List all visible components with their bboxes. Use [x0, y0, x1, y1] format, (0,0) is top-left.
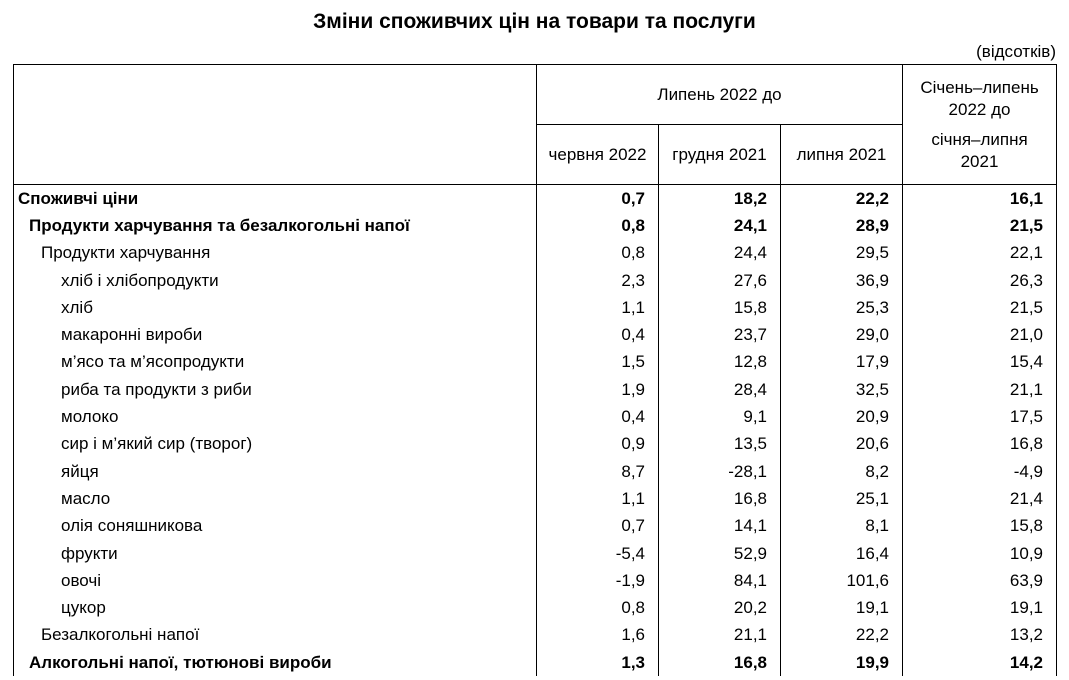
- table-header: [14, 65, 1057, 185]
- cell-june-2022: 0,9: [537, 431, 659, 458]
- cell-june-2022: 0,8: [537, 240, 659, 267]
- row-label: хліб: [14, 294, 537, 321]
- cell-dec-2021: 16,8: [659, 485, 781, 512]
- cell-jan-jul: 13,2: [903, 622, 1057, 649]
- cell-july-2021: 101,6: [781, 567, 903, 594]
- cell-june-2022: 1,6: [537, 622, 659, 649]
- header-blank-cell: [14, 65, 537, 185]
- cell-jan-jul: 21,1: [903, 376, 1057, 403]
- table-row: [14, 240, 1057, 267]
- price-change-table: [13, 64, 1057, 676]
- row-label: Споживчі ціни: [14, 185, 537, 213]
- cell-jan-jul: 19,1: [903, 594, 1057, 621]
- table-row: [14, 594, 1057, 621]
- cell-june-2022: -1,9: [537, 567, 659, 594]
- table-row: [14, 622, 1057, 649]
- row-label: молоко: [14, 403, 537, 430]
- cell-jan-jul: 21,4: [903, 485, 1057, 512]
- cell-dec-2021: 16,8: [659, 649, 781, 676]
- cell-jan-jul: 21,0: [903, 321, 1057, 348]
- cell-dec-2021: 9,1: [659, 403, 781, 430]
- row-label: олія соняшникова: [14, 513, 537, 540]
- cell-dec-2021: 84,1: [659, 567, 781, 594]
- table-row: [14, 321, 1057, 348]
- cell-june-2022: 2,3: [537, 267, 659, 294]
- table-row: [14, 649, 1057, 676]
- row-label: Алкогольні напої, тютюнові вироби: [14, 649, 537, 676]
- cell-july-2021: 19,1: [781, 594, 903, 621]
- header-jan-jul: [903, 65, 1057, 185]
- cell-dec-2021: 21,1: [659, 622, 781, 649]
- table-row: [14, 212, 1057, 239]
- row-label: риба та продукти з риби: [14, 376, 537, 403]
- cell-july-2021: 29,0: [781, 321, 903, 348]
- cell-june-2022: 0,8: [537, 594, 659, 621]
- cell-june-2022: 0,7: [537, 513, 659, 540]
- cell-july-2021: 16,4: [781, 540, 903, 567]
- row-label: Безалкогольні напої: [14, 622, 537, 649]
- cell-july-2021: 29,5: [781, 240, 903, 267]
- cell-jan-jul: 22,1: [903, 240, 1057, 267]
- cell-june-2022: 0,7: [537, 185, 659, 213]
- cell-june-2022: 1,5: [537, 349, 659, 376]
- table-row: [14, 540, 1057, 567]
- cell-july-2021: 8,1: [781, 513, 903, 540]
- table-row: [14, 185, 1057, 213]
- cell-jan-jul: 63,9: [903, 567, 1057, 594]
- row-label: макаронні вироби: [14, 321, 537, 348]
- header-group-july: Липень 2022 до: [537, 65, 903, 125]
- cell-jan-jul: 21,5: [903, 212, 1057, 239]
- row-label: яйця: [14, 458, 537, 485]
- cell-dec-2021: 14,1: [659, 513, 781, 540]
- cell-jan-jul: -4,9: [903, 458, 1057, 485]
- row-label: масло: [14, 485, 537, 512]
- header-jan-jul-line3: січня–липня: [931, 129, 1028, 149]
- cell-jan-jul: 26,3: [903, 267, 1057, 294]
- table-row: [14, 403, 1057, 430]
- cell-june-2022: -5,4: [537, 540, 659, 567]
- header-jan-jul-line4: 2021: [960, 151, 999, 171]
- header-june-2022: червня 2022: [537, 125, 659, 185]
- units-note: (відсотків): [976, 42, 1056, 61]
- row-label: сир і м’який сир (творог): [14, 431, 537, 458]
- row-label: цукор: [14, 594, 537, 621]
- cell-dec-2021: 27,6: [659, 267, 781, 294]
- cell-jan-jul: 15,4: [903, 349, 1057, 376]
- cell-june-2022: 1,9: [537, 376, 659, 403]
- row-label: хліб і хлібопродукти: [14, 267, 537, 294]
- cell-june-2022: 0,8: [537, 212, 659, 239]
- cell-dec-2021: 18,2: [659, 185, 781, 213]
- cell-dec-2021: -28,1: [659, 458, 781, 485]
- table-row: [14, 513, 1057, 540]
- cell-june-2022: 0,4: [537, 403, 659, 430]
- cell-jan-jul: 10,9: [903, 540, 1057, 567]
- cell-june-2022: 1,1: [537, 294, 659, 321]
- cell-july-2021: 20,9: [781, 403, 903, 430]
- header-jan-jul-line2: 2022 до: [948, 99, 1011, 119]
- cell-jan-jul: 17,5: [903, 403, 1057, 430]
- cell-dec-2021: 20,2: [659, 594, 781, 621]
- header-jan-jul-line1: Січень–липень: [920, 77, 1039, 97]
- cell-july-2021: 17,9: [781, 349, 903, 376]
- cell-july-2021: 25,1: [781, 485, 903, 512]
- row-label: фрукти: [14, 540, 537, 567]
- cell-july-2021: 32,5: [781, 376, 903, 403]
- cell-june-2022: 8,7: [537, 458, 659, 485]
- cell-july-2021: 25,3: [781, 294, 903, 321]
- cell-jan-jul: 15,8: [903, 513, 1057, 540]
- page-title: Зміни споживчих цін на товари та послуги: [313, 10, 756, 33]
- row-label: Продукти харчування та безалкогольні напої: [14, 212, 537, 239]
- header-july-2021: липня 2021: [781, 125, 903, 185]
- cell-july-2021: 36,9: [781, 267, 903, 294]
- cell-dec-2021: 24,1: [659, 212, 781, 239]
- cell-june-2022: 1,1: [537, 485, 659, 512]
- cell-dec-2021: 15,8: [659, 294, 781, 321]
- row-label: овочі: [14, 567, 537, 594]
- cell-dec-2021: 24,4: [659, 240, 781, 267]
- table-row: [14, 267, 1057, 294]
- table-row: [14, 431, 1057, 458]
- cell-dec-2021: 13,5: [659, 431, 781, 458]
- cell-jan-jul: 14,2: [903, 649, 1057, 676]
- cell-july-2021: 28,9: [781, 212, 903, 239]
- table-body: [14, 185, 1057, 677]
- cell-june-2022: 0,4: [537, 321, 659, 348]
- row-label: Продукти харчування: [14, 240, 537, 267]
- table-row: [14, 567, 1057, 594]
- cell-dec-2021: 23,7: [659, 321, 781, 348]
- table-row: [14, 349, 1057, 376]
- cell-july-2021: 22,2: [781, 185, 903, 213]
- table-row: [14, 485, 1057, 512]
- cell-july-2021: 22,2: [781, 622, 903, 649]
- table-row: [14, 376, 1057, 403]
- cell-jan-jul: 21,5: [903, 294, 1057, 321]
- cell-dec-2021: 28,4: [659, 376, 781, 403]
- table-row: [14, 294, 1057, 321]
- table-row: [14, 458, 1057, 485]
- cell-july-2021: 8,2: [781, 458, 903, 485]
- row-label: м’ясо та м’ясопродукти: [14, 349, 537, 376]
- cell-jan-jul: 16,1: [903, 185, 1057, 213]
- cell-june-2022: 1,3: [537, 649, 659, 676]
- cell-july-2021: 19,9: [781, 649, 903, 676]
- cell-jan-jul: 16,8: [903, 431, 1057, 458]
- cell-dec-2021: 12,8: [659, 349, 781, 376]
- cell-dec-2021: 52,9: [659, 540, 781, 567]
- cell-july-2021: 20,6: [781, 431, 903, 458]
- header-dec-2021: грудня 2021: [659, 125, 781, 185]
